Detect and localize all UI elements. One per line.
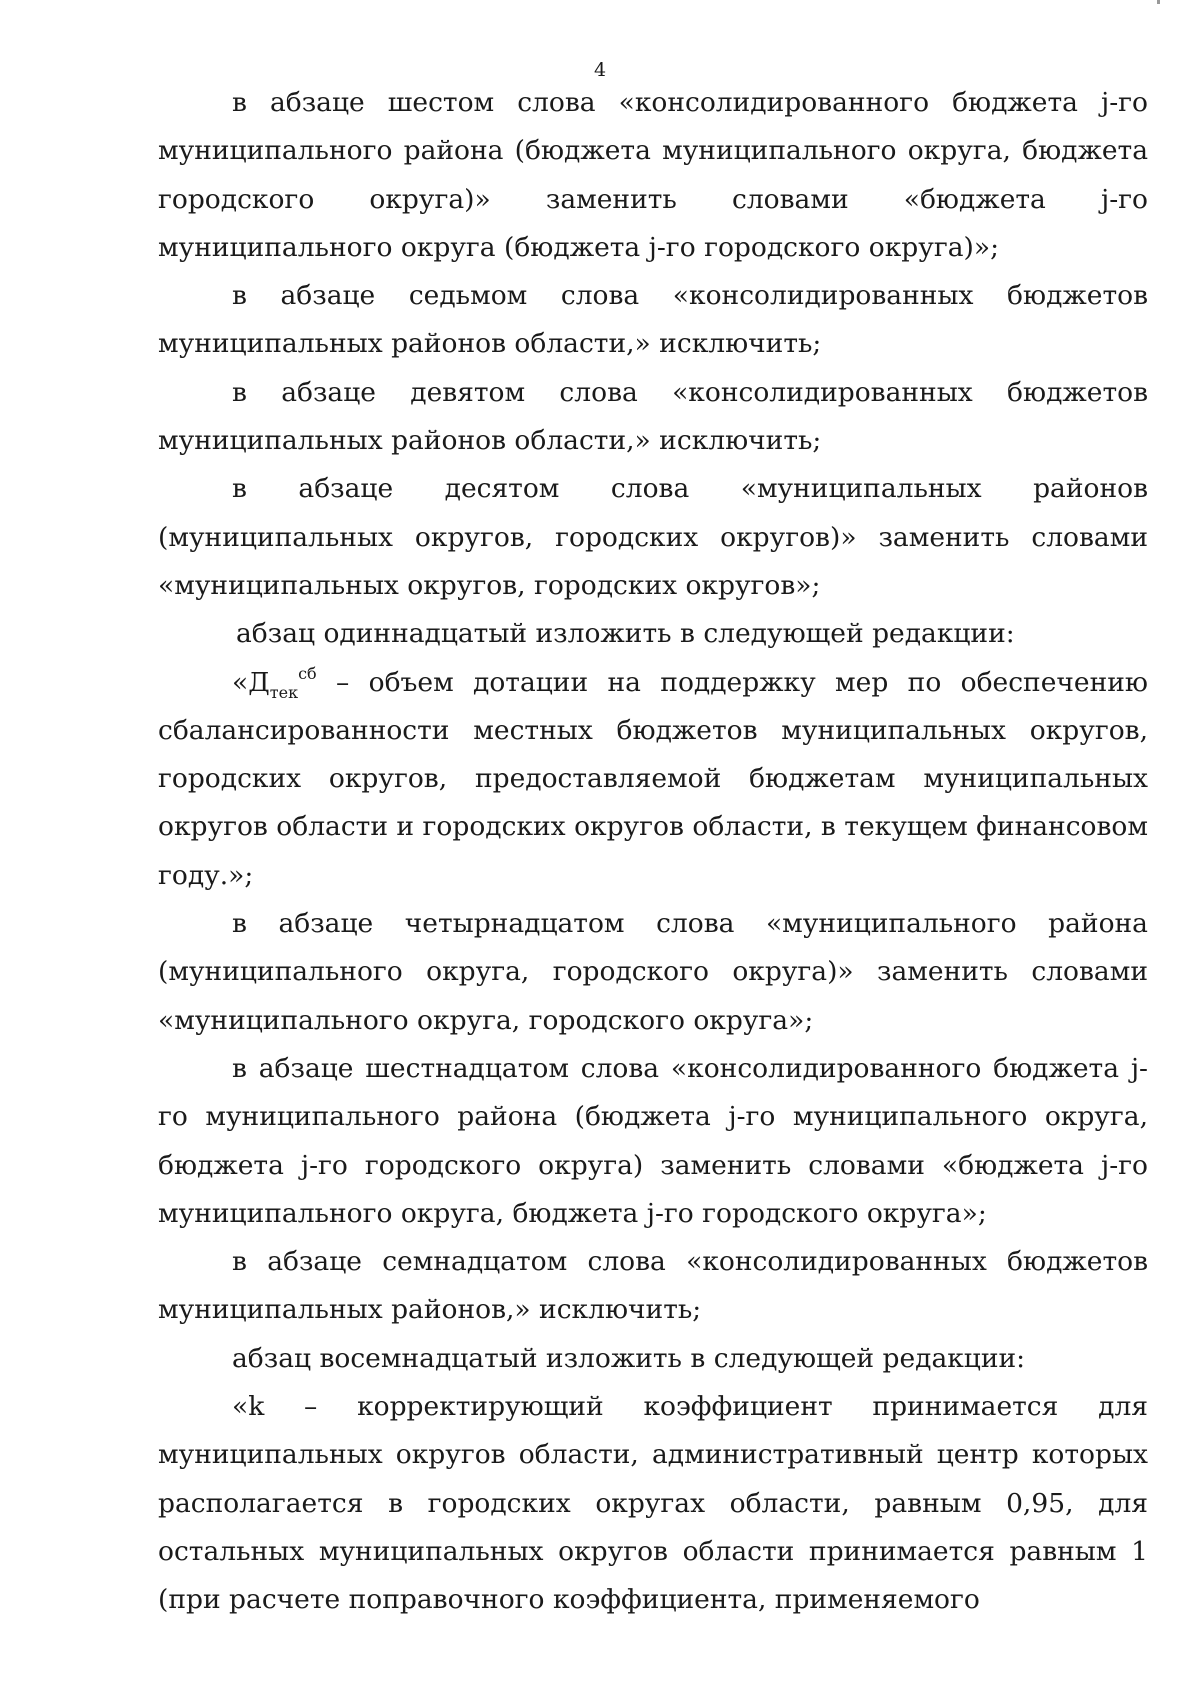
paragraph-abzac-6: в абзаце шестом слова «консолидированного бюджета j-го муниципального района (бюджета муниципального округа, бюджета городского округа)» заменить словами «бюджета j-го муниципального округа (бюджета j-го городского округа)»; — [158, 87, 1148, 263]
paragraph-abzac-16: в абзаце шестнадцатом слова «консолидированного бюджета j-го муниципального района (бюджета j-го муниципального округа, бюджета j-го городского округа) заменить словами «бюджета j-го муниципального округа, бюджета j-го городского округа»; — [158, 1052, 1148, 1229]
paragraph-abzac-7: в абзаце седьмом слова «консолидированных бюджетов муниципальных районов области,» исключить; — [158, 280, 1148, 360]
formula-symbol: «Д — [232, 666, 270, 698]
paragraph-abzac-10: в абзаце десятом слова «муниципальных районов (муниципальных округов, городских округов)» заменить словами «муниципальных округов, городских округов»; — [158, 473, 1148, 601]
paragraph-abzac-14: в абзаце четырнадцатом слова «муниципального района (муниципального округа, городского округа)» заменить словами «муниципального округа, городского округа»; — [158, 908, 1148, 1036]
paragraph-abzac-18-intro: абзац восемнадцатый изложить в следующей редакции: — [232, 1342, 1026, 1374]
paragraph-abzac-11-intro: абзац одиннадцатый изложить в следующей редакции: — [236, 618, 1015, 650]
formula-definition-text: – объем дотации на поддержку мер по обеспечению сбалансированности местных бюджетов муниципальных округов, городских округов, предоставляемой бюджетам муниципальных округов области и городских округов области, в текущем финансовом году.»; — [158, 666, 1148, 891]
document-body — [158, 79, 1148, 1625]
paragraph-formula-definition — [158, 659, 1148, 900]
paragraph-coefficient-definition: «k – корректирующий коэффициент принимается для муниципальных округов области, административный центр которых располагается в городских округах области, равным 0,95, для остальных муниципальных округов области принимается равным 1 (при расчете поправочного коэффициента, применяемого — [158, 1391, 1148, 1616]
formula-subscript: тек — [269, 682, 299, 702]
paragraph-abzac-9: в абзаце девятом слова «консолидированных бюджетов муниципальных районов области,» исключить; — [158, 376, 1148, 457]
page-number: 4 — [593, 59, 607, 81]
formula-superscript: сб — [298, 663, 317, 683]
scan-corner-mark — [1157, 0, 1160, 4]
paragraph-abzac-17: в абзаце семнадцатом слова «консолидированных бюджетов муниципальных районов,» исключить; — [158, 1246, 1148, 1326]
